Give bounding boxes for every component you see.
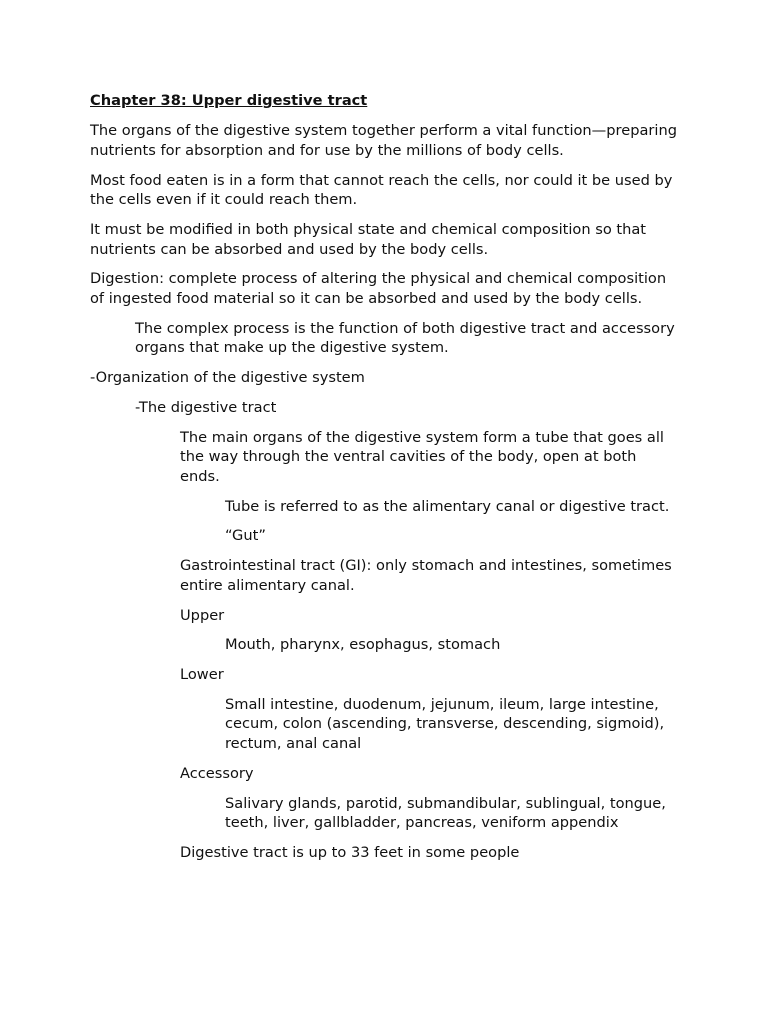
- paragraph-intro: The organs of the digestive system together perform a vital function—preparing nutrients for absorption and for use by the millions of body cells.: [90, 122, 677, 159]
- label-upper: Upper: [180, 606, 225, 624]
- list-upper-organs: Mouth, pharynx, esophagus, stomach: [225, 636, 501, 654]
- paragraph-main-organs: The main organs of the digestive system form a tube that goes all the way through the ventral cavities of the body, open at both ends.: [180, 428, 664, 485]
- paragraph-food-form: Most food eaten is in a form that cannot reach the cells, nor could it be used by the cells even if it could reach them.: [90, 171, 673, 209]
- document-page: [90, 91, 680, 873]
- paragraph-complex-process: The complex process is the function of both digestive tract and accessory organs that make up the digestive system.: [135, 319, 675, 357]
- paragraph-modification: It must be modified in both physical state and chemical composition so that nutrients can be absorbed and used by the body cells.: [90, 220, 647, 258]
- heading-digestive-tract: -The digestive tract: [135, 398, 277, 416]
- paragraph-gi-tract: Gastrointestinal tract (GI): only stomach and intestines, sometimes entire alimentary canal.: [180, 557, 672, 594]
- paragraph-digestion-definition: Digestion: complete process of altering the physical and chemical composition of ingested food material so it can be absorbed and used by the body cells.: [90, 270, 667, 307]
- list-lower-organs: Small intestine, duodenum, jejunum, ileum, large intestine, cecum, colon (ascending, transverse, descending, sigmoid), rectum, anal canal: [225, 695, 665, 753]
- list-accessory-organs: Salivary glands, parotid, submandibular, sublingual, tongue, teeth, liver, gallbladder, pancreas, veniform appendix: [225, 794, 666, 832]
- paragraph-tract-length: Digestive tract is up to 33 feet in some people: [180, 844, 520, 861]
- chapter-title: Chapter 38: Upper digestive tract: [90, 92, 368, 109]
- heading-organization: -Organization of the digestive system: [90, 369, 365, 387]
- paragraph-gut: “Gut”: [225, 527, 266, 545]
- label-accessory: Accessory: [180, 764, 254, 782]
- label-lower: Lower: [180, 666, 224, 684]
- paragraph-alimentary-canal: Tube is referred to as the alimentary canal or digestive tract.: [225, 497, 670, 515]
